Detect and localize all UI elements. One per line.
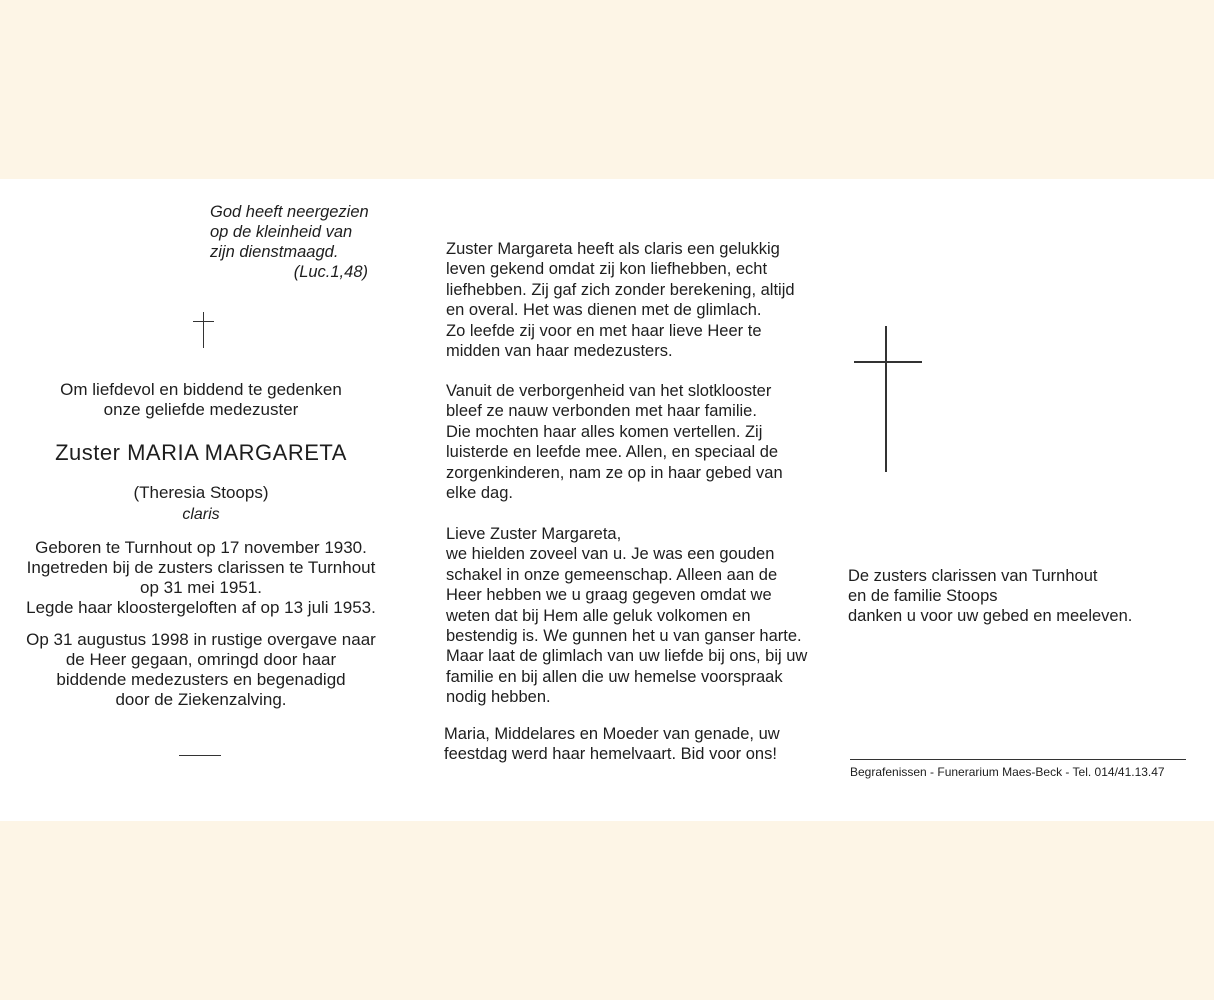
text-line: Heer hebben we u graag gegeven omdat we: [446, 586, 772, 605]
text-line: schakel in onze gemeenschap. Alleen aan de: [446, 565, 778, 584]
memorial-card: [0, 179, 1214, 821]
name-prefix: Zuster: [55, 440, 121, 465]
bio-text: [0, 538, 402, 618]
quote-reference: (Luc.1,48): [293, 263, 368, 281]
text-line: midden van haar medezusters.: [446, 342, 673, 361]
death-text: [0, 630, 402, 710]
quote-line: zijn dienstmaagd.: [210, 243, 339, 261]
bio-line: Ingetreden bij de zusters clarissen te Turnhout: [26, 558, 376, 577]
death-line: door de Ziekenzalving.: [115, 690, 287, 709]
intro-line: Om liefdevol en biddend te gedenken: [60, 380, 342, 399]
text-line: zorgenkinderen, nam ze op in haar gebed van: [446, 463, 783, 482]
text-line: luisterde en leefde mee. Allen, en speciaal de: [446, 443, 779, 462]
death-line: biddende medezusters en begenadigd: [56, 670, 346, 689]
bible-quote: [210, 202, 390, 262]
death-line: Op 31 augustus 1998 in rustige overgave naar: [26, 630, 376, 649]
intro-text: [0, 380, 402, 420]
text-line: leven gekend omdat zij kon liefhebben, echt: [446, 260, 768, 279]
death-line: de Heer gegaan, omringd door haar: [65, 650, 337, 669]
text-line: Maar laat de glimlach van uw liefde bij ons, bij uw: [446, 647, 808, 666]
text-line: Lieve Zuster Margareta,: [446, 525, 622, 543]
paragraph-3: [446, 524, 808, 708]
text-line: bleef ze nauw verbonden met haar familie.: [446, 402, 757, 421]
funeral-home-footer: Begrafenissen - Funerarium Maes-Beck - Tel. 014/41.13.47: [850, 765, 1165, 779]
text-line: feestdag werd haar hemelvaart. Bid voor ons!: [444, 745, 777, 764]
quote-line: God heeft neergezien: [210, 203, 369, 221]
text-line: weten dat bij Hem alle geluk volkomen en: [446, 606, 751, 625]
text-line: liefhebben. Zij gaf zich zonder berekening, altijd: [446, 280, 795, 299]
footer-rule: [850, 759, 1186, 760]
name-main: MARIA MARGARETA: [127, 440, 347, 465]
text-line: elke dag.: [446, 484, 513, 503]
thanks-line: De zusters clarissen van Turnhout: [848, 567, 1098, 585]
thanks-text: [848, 566, 1188, 626]
text-line: nodig hebben.: [446, 688, 551, 707]
paragraph-4: [444, 724, 790, 765]
bio-line: Geboren te Turnhout op 17 november 1930.: [35, 538, 367, 557]
text-line: Vanuit de verborgenheid van het slotklooster: [446, 382, 772, 400]
intro-line: onze geliefde medezuster: [103, 400, 299, 419]
divider: [179, 755, 221, 756]
bio-line: op 31 mei 1951.: [140, 578, 262, 597]
text-line: Maria, Middelares en Moeder van genade, uw: [444, 725, 780, 743]
paragraph-1: [446, 239, 795, 361]
text-line: en overal. Het was dienen met de glimlach.: [446, 301, 762, 320]
text-line: Zo leefde zij voor en met haar lieve Heer te: [446, 321, 762, 340]
paragraph-2: [446, 381, 792, 503]
thanks-line: en de familie Stoops: [848, 587, 998, 605]
order-label: claris: [182, 506, 220, 523]
civil-name: (Theresia Stoops): [133, 483, 269, 502]
text-line: we hielden zoveel van u. Je was een gouden: [446, 545, 775, 564]
thanks-line: danken u voor uw gebed en meeleven.: [848, 607, 1133, 625]
text-line: Zuster Margareta heeft als claris een gelukkig: [446, 240, 780, 258]
deceased-name: [0, 440, 402, 466]
bio-line: Legde haar kloostergeloften af op 13 juli 1953.: [26, 598, 376, 617]
text-line: bestendig is. We gunnen het u van ganser harte.: [446, 627, 802, 646]
text-line: familie en bij allen die uw hemelse voorspraak: [446, 667, 783, 686]
quote-line: op de kleinheid van: [210, 223, 353, 241]
text-line: Die mochten haar alles komen vertellen. Zij: [446, 422, 763, 441]
